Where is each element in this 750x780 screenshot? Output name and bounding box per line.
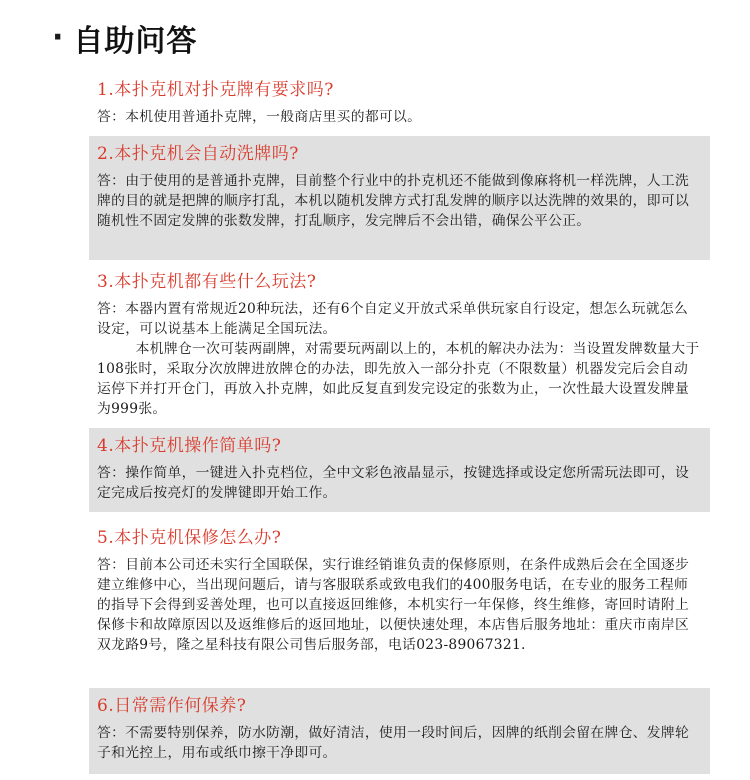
page-header — [52, 16, 197, 60]
faq-question-3: 3.本扑克机都有些什么玩法? — [97, 272, 317, 292]
faq-answer-1-text: 答：本机使用普通扑克牌，一般商店里买的都可以。 — [97, 109, 422, 125]
faq-answer-3-text-2: 本机牌仓一次可装两副牌，对需要玩两副以上的，本机的解决办法为：当设置发牌数量大于108张时，采取分次放牌进放牌仓的办法，即先放入一部分扑克（不限数量）机器发完后会自动运停下并打开仓门，再放入扑克牌，如此反复直到发完设定的张数为止，一次性最大设置发牌量为999张。 — [97, 341, 700, 417]
faq-item-5 — [89, 520, 710, 680]
faq-answer-6-text: 答：不需要特别保养，防水防潮，做好清洁，使用一段时间后，因牌的纸削会留在牌仓、发牌轮子和光控上，用布或纸巾擦干净即可。 — [97, 725, 690, 761]
faq-item-3 — [89, 264, 710, 422]
faq-list — [0, 72, 750, 774]
faq-answer-4 — [97, 463, 702, 503]
faq-item-2 — [89, 136, 710, 260]
faq-item-4 — [89, 428, 710, 512]
faq-answer-1 — [97, 107, 702, 127]
faq-answer-5 — [97, 555, 702, 655]
faq-answer-3 — [97, 299, 702, 419]
faq-question-2: 2.本扑克机会自动洗牌吗? — [97, 144, 299, 164]
faq-answer-2-text: 答：由于使用的是普通扑克牌，目前整个行业中的扑克机还不能做到像麻将机一样洗牌，人工洗牌的目的就是把牌的顺序打乱，本机以随机发牌方式打乱发牌的顺序以达洗牌的效果的，即可以随机性不固定发牌的张数发牌，打乱顺序，发完牌后不会出错，确保公平公正。 — [97, 173, 690, 229]
faq-item-1 — [89, 72, 710, 136]
faq-answer-5-text: 答：目前本公司还未实行全国联保，实行谁经销谁负责的保修原则，在条件成熟后会在全国逐步建立维修中心，当出现问题后，请与客服联系或致电我们的400服务电话，在专业的服务工程师的指导下会得到妥善处理，也可以直接返回维修，本机实行一年保修，终生维修，寄回时请附上保修卡和故障原因以及返维修后的返回地址，以便快速处理，本店售后服务地址：重庆市南岸区双龙路9号，隆之星科技有限公司售后服务部，电话023-89067321. — [97, 557, 690, 653]
faq-question-4: 4.本扑克机操作简单吗? — [97, 436, 282, 456]
faq-question-6: 6.日常需作何保养? — [97, 696, 247, 716]
faq-answer-3-text: 答：本器内置有常规近20种玩法，还有6个自定义开放式采单供玩家自行设定，想怎么玩就怎么设定，可以说基本上能满足全国玩法。 — [97, 301, 689, 337]
faq-item-6 — [89, 688, 710, 774]
faq-answer-4-text: 答：操作简单，一键进入扑克档位，全中文彩色液晶显示，按键选择或设定您所需玩法即可，设定完成后按亮灯的发牌键即开始工作。 — [97, 465, 690, 501]
faq-question-1: 1.本扑克机对扑克牌有要求吗? — [97, 80, 334, 100]
faq-question-5: 5.本扑克机保修怎么办? — [97, 528, 282, 548]
faq-answer-2 — [97, 171, 702, 231]
faq-answer-6 — [97, 723, 702, 763]
page-title: 自助问答 — [73, 24, 198, 59]
header-bullet: · — [52, 20, 64, 55]
